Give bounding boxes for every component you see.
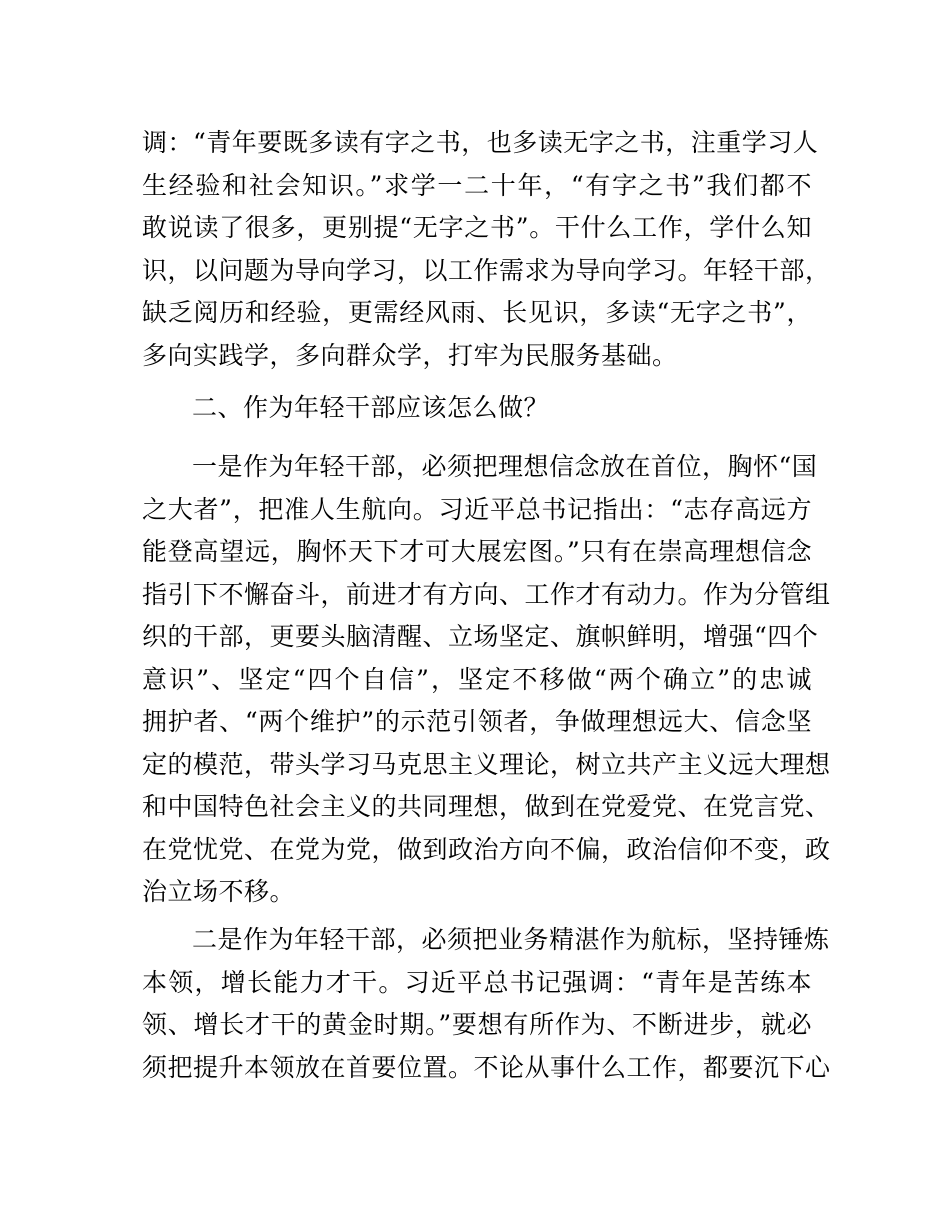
text-line: 和中国特色社会主义的共同理想，做到在党爱党、在党言党、 [142,792,831,821]
text-line: 缺乏阅历和经验，更需经风雨、长见识，多读“无字之书”， [142,298,812,327]
text-line: 一是作为年轻干部，必须把理想信念放在首位，胸怀“国 [192,452,818,481]
text-line: 指引下不懈奋斗，前进才有方向、工作才有动力。作为分管组 [142,579,831,609]
paragraph-2 [142,446,831,914]
text-line: 织的干部，更要头脑清醒、立场坚定、旗帜鲜明，增强“四个 [142,622,819,651]
text-line: 治立场不移。 [142,877,296,906]
text-line: 二是作为年轻干部，必须把业务精湛作为航标，坚持锤炼 [192,925,830,954]
text-line: 定的模范，带头学习马克思主义理论，树立共产主义远大理想 [142,749,831,779]
text-line: 调：“青年要既多读有字之书，也多读无字之书，注重学习人 [142,128,819,157]
text-line: 生经验和社会知识。”求学一二十年，“有字之书”我们都不 [142,170,812,200]
text-line: 领、增长才干的黄金时期。”要想有所作为、不断进步，就必 [142,1010,812,1039]
text-line: 多向实践学，多向群众学，打牢为民服务基础。 [142,340,678,370]
text-line: 识，以问题为导向学习，以工作需求为导向学习。年轻干部， [142,255,831,285]
text-line: 敢说读了很多，更别提“无字之书”。干什么工作，学什么知 [142,213,812,242]
text-line: 在党忧党、在党为党，做到政治方向不偏，政治信仰不变，政 [142,834,831,864]
section-heading [142,387,812,430]
text-line: 本领，增长能力才干。习近平总书记强调：“青年是苦练本 [142,967,812,997]
text-line: 拥护者、“两个维护”的示范引领者，争做理想远大、信念坚 [142,707,812,736]
text-line: 能登高望远，胸怀天下才可大展宏图。”只有在崇高理想信念 [142,537,812,566]
heading-text: 二、作为年轻干部应该怎么做？ [192,393,550,422]
text-line: 之大者”，把准人生航向。习近平总书记指出：“志存高远方 [142,494,812,524]
paragraph-1 [142,122,831,377]
text-line: 意识”、坚定“四个自信”，坚定不移做“两个确立”的忠诚 [142,664,812,694]
paragraph-3 [142,919,831,1089]
text-line: 须把提升本领放在首要位置。不论从事什么工作，都要沉下心 [142,1052,831,1082]
